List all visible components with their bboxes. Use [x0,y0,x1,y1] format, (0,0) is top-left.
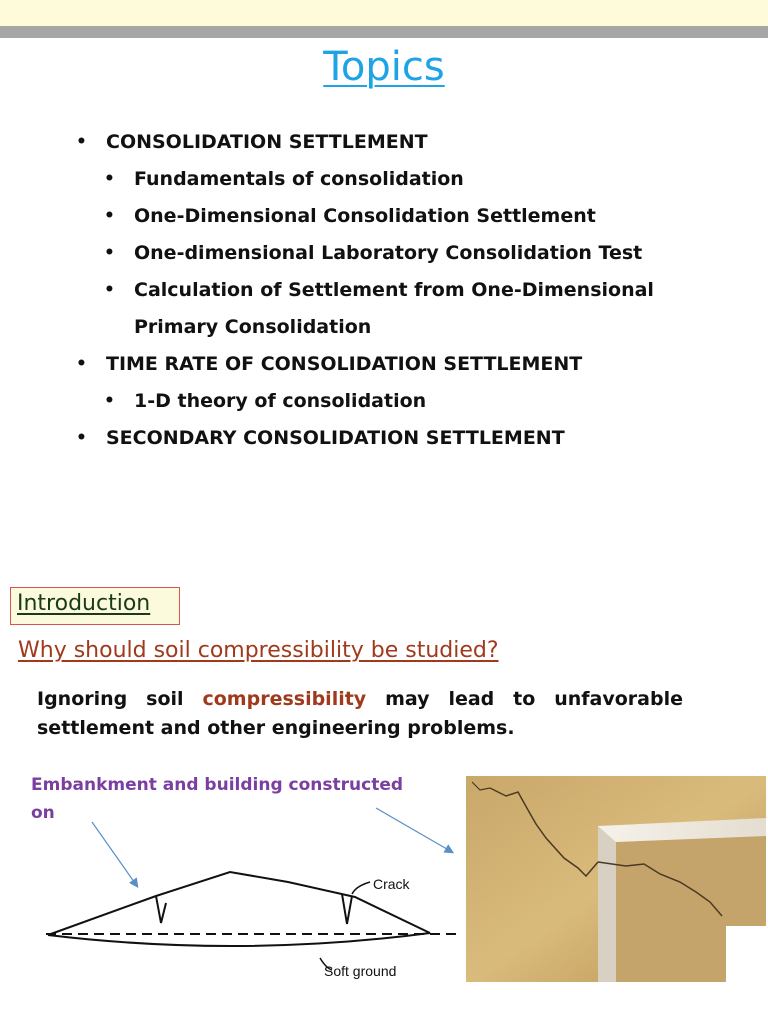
top-band [0,0,768,26]
list-item [76,420,654,457]
list-item [76,124,654,161]
list-item-text: Primary Consolidation [134,316,372,338]
embankment-diagram [30,830,460,990]
caption-line: Embankment and building constructed on [31,775,404,823]
list-item [76,272,654,309]
room-light [726,926,766,982]
highlight-text: compressibility [202,688,367,710]
section-question: Why should soil compressibility be studied? [18,638,499,663]
soft-ground-label: Soft ground [324,963,397,979]
list-item-text: Calculation of Settlement from One-Dimensional [134,279,654,301]
wall-crack-photo [466,776,766,982]
bullet-icon: • [104,169,115,189]
list-item-text: CONSOLIDATION SETTLEMENT [106,131,428,153]
bullet-icon: • [104,243,115,263]
bullet-icon: • [76,354,87,374]
introduction-heading: Introduction [17,591,151,616]
top-rule [0,26,768,38]
list-item-text: One-dimensional Laboratory Consolidation Test [134,242,643,264]
list-item [76,346,654,383]
bullet-icon: • [104,280,115,300]
list-item [76,235,654,272]
list-item-continuation [76,309,654,346]
list-item-text: Fundamentals of consolidation [134,168,464,190]
paragraph-text: may lead to unfavorable settlement and other engineering problems. [37,688,683,739]
list-item-text: One-Dimensional Consolidation Settlement [134,205,596,227]
paragraph-text: Ignoring soil [37,688,203,710]
topics-list [76,124,654,457]
bullet-icon: • [104,206,115,226]
page-title: Topics [323,44,445,90]
bullet-icon: • [76,428,87,448]
crack-label: Crack [373,876,410,892]
list-item-text: 1-D theory of consolidation [134,390,427,412]
bullet-icon: • [104,391,115,411]
intro-paragraph [37,685,683,743]
list-item-text: TIME RATE OF CONSOLIDATION SETTLEMENT [106,353,583,375]
list-item [76,198,654,235]
list-item-text: SECONDARY CONSOLIDATION SETTLEMENT [106,427,565,449]
bullet-icon: • [76,132,87,152]
list-item [76,383,654,420]
frame-side [598,826,616,982]
list-item [76,161,654,198]
